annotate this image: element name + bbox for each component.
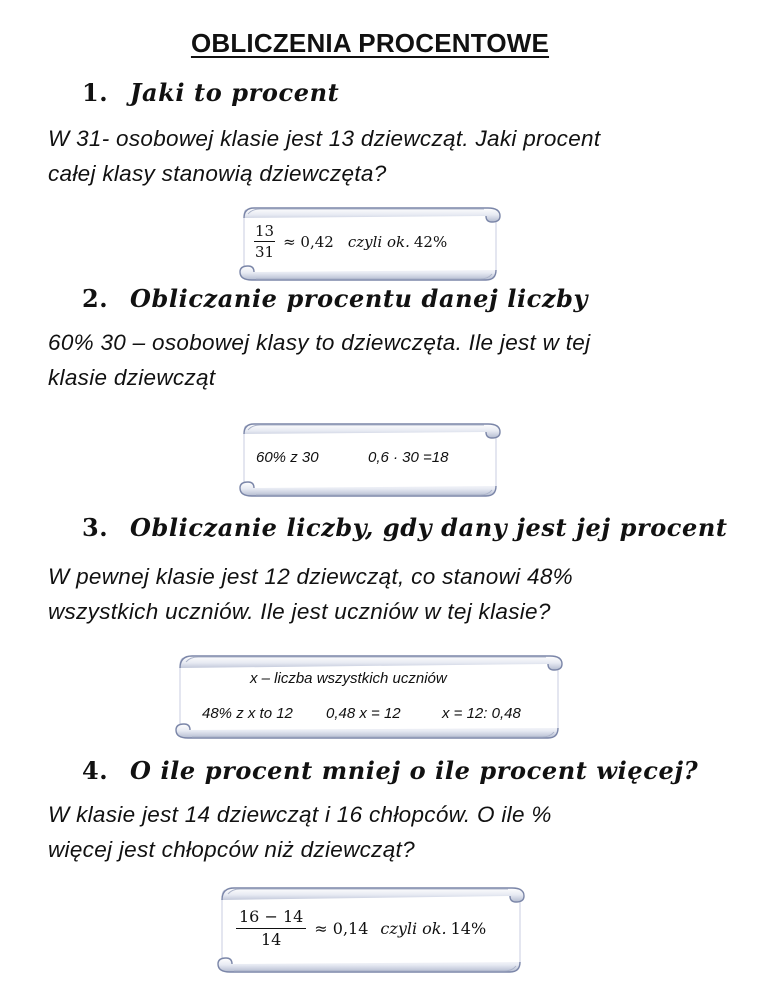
section-2-line-1: 60% 30 – osobowej klasy to dziewczęta. Ile jest w tej <box>48 330 591 355</box>
section-4-line-2: więcej jest chłopców niż dziewcząt? <box>48 837 415 862</box>
section-3-title: Obliczanie liczby, gdy dany jest jej procent <box>130 513 728 542</box>
section-2-left-expression: 60% z 30 <box>256 449 319 466</box>
section-4-result: 14% <box>450 919 487 938</box>
section-3-text <box>48 559 748 629</box>
section-4-fraction <box>236 906 306 951</box>
section-2-line-2: klasie dziewcząt <box>48 365 216 390</box>
section-4-czyli: czyli ok. <box>380 919 447 938</box>
section-1-result: 42% <box>413 232 448 251</box>
section-2-right-expression: 0,6 · 30 =18 <box>368 449 449 466</box>
section-4-heading <box>82 756 698 785</box>
section-3-line-1: W pewnej klasie jest 12 dziewcząt, co stanowi 48% <box>48 564 573 589</box>
section-1-line-2: całej klasy stanowią dziewczęta? <box>48 161 387 186</box>
section-3-scroll-frame <box>174 652 564 742</box>
section-4-number: 4. <box>82 756 109 785</box>
section-1-text <box>48 121 748 191</box>
section-3-step-3: x = 12: 0,48 <box>442 705 521 722</box>
document-title: OBLICZENIA PROCENTOWE <box>190 28 550 58</box>
section-3-definition: x – liczba wszystkich uczniów <box>250 670 447 687</box>
section-4-numerator: 16 − 14 <box>236 906 306 929</box>
section-2-number: 2. <box>82 284 109 313</box>
section-4-approx: ≈ 0,14 <box>314 919 369 938</box>
section-1-number: 1. <box>82 78 109 107</box>
section-3-heading <box>82 513 728 542</box>
section-1-fraction <box>254 221 275 262</box>
section-1-formula <box>254 221 447 262</box>
section-4-text <box>48 797 748 867</box>
section-2-text <box>48 325 748 395</box>
section-4-formula <box>236 906 486 951</box>
section-3-line-2: wszystkich uczniów. Ile jest uczniów w tej klasie? <box>48 599 551 624</box>
section-2-title: Obliczanie procentu danej liczby <box>130 284 589 313</box>
section-4-title: O ile procent mniej o ile procent więcej? <box>130 756 699 785</box>
section-1-heading <box>82 78 339 107</box>
section-1-title: Jaki to procent <box>130 78 340 107</box>
section-3-step-1: 48% z x to 12 <box>202 705 293 722</box>
section-1-line-1: W 31- osobowej klasie jest 13 dziewcząt. Jaki procent <box>48 126 601 151</box>
section-1-denominator: 31 <box>255 243 275 261</box>
section-3-number: 3. <box>82 513 109 542</box>
section-3-step-2: 0,48 x = 12 <box>326 705 401 722</box>
section-1-czyli: czyli ok. <box>347 232 410 251</box>
section-1-approx: ≈ 0,42 <box>283 232 334 251</box>
section-4-line-1: W klasie jest 14 dziewcząt i 16 chłopców. O ile % <box>48 802 552 827</box>
section-2-heading <box>82 284 588 313</box>
section-1-numerator: 13 <box>255 222 275 240</box>
section-4-denominator: 14 <box>260 930 282 949</box>
